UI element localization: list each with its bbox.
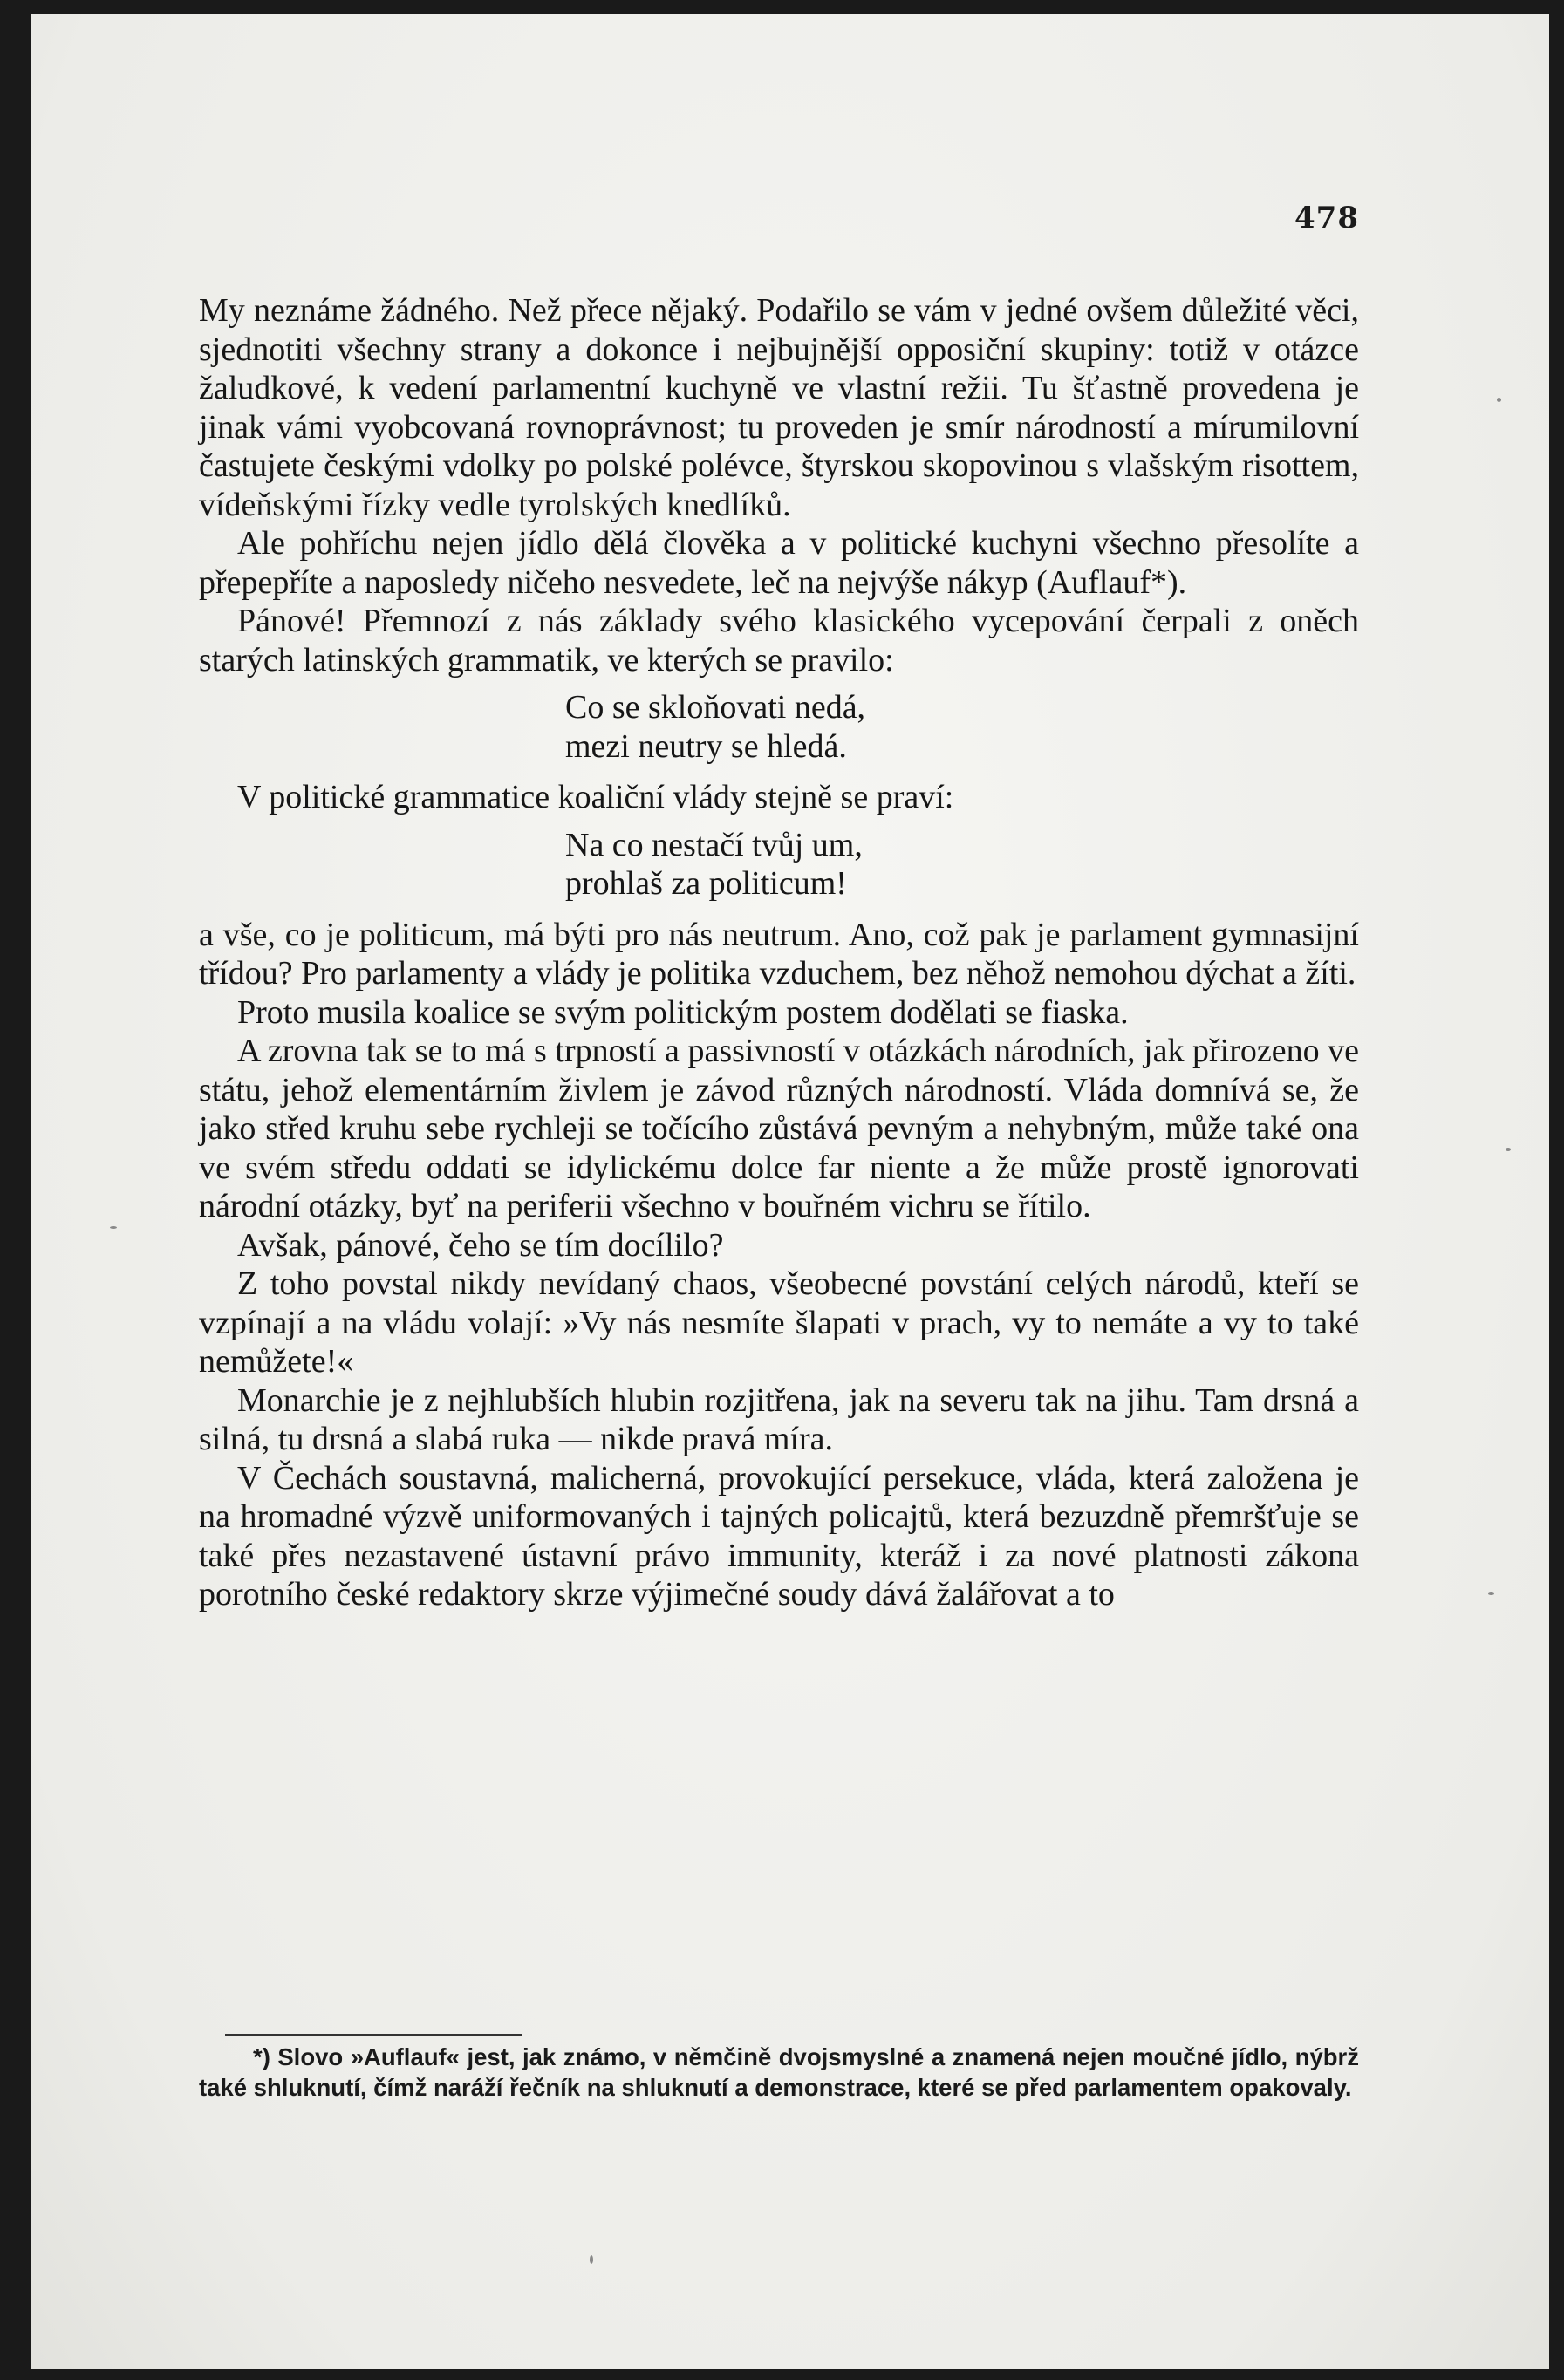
verse-quote xyxy=(565,826,1359,904)
verse-line: Co se skloňovati nedá, xyxy=(565,689,866,726)
paragraph: Ale pohříchu nejen jídlo dělá člověka a v politické kuchyni všechno přesolíte a přepepříte a naposledy ničeho nesvedete, leč na nejvýše nákyp (Auflauf*). xyxy=(199,525,1359,601)
paper-speck xyxy=(1497,398,1501,402)
paragraph: A zrovna tak se to má s trpností a passivností v otázkách národních, jak přirozeno ve státu, jehož elementárním živlem je závod různých národností. Vláda domnívá se, že jako střed kruhu sebe rychleji se točícího zůstává pevným a nehybným, může také ona ve svém středu oddati se idylickému dolce far niente a že může prostě ignorovati národní otázky, byť na periferii všechno v bouřném vichru se řítilo. xyxy=(199,1033,1359,1224)
paragraph: Z toho povstal nikdy nevídaný chaos, všeobecné povstání celých národů, kteří se vzpínají a na vládu volají: »Vy nás nesmíte šlapati v prach, vy to nemáte a vy to také nemůžete!« xyxy=(199,1265,1359,1380)
paragraph: a vše, co je politicum, má býti pro nás neutrum. Ano, což pak je parlament gymnasijní třídou? Pro parlamenty a vlády je politika vzduchem, bez něhož nemohou dýchat a žíti. xyxy=(199,916,1359,992)
paragraph: Pánové! Přemnozí z nás základy svého klasického vycepování čerpali z oněch starých latinských grammatik, ve kterých se pravilo: xyxy=(199,603,1359,679)
footnote: *) Slovo »Auflauf« jest, jak známo, v němčině dvojsmyslné a znamená nejen moučné jídlo, nýbrž také shluknutí, čímž naráží řečník na shluknutí a demonstrace, které se před parlamentem opakovaly. xyxy=(199,2043,1359,2101)
paragraph: V politické grammatice koaliční vlády stejně se praví: xyxy=(237,779,954,815)
page-number: 478 xyxy=(1294,201,1359,235)
paragraph: Avšak, pánové, čeho se tím docílilo? xyxy=(237,1226,724,1264)
paragraph: Monarchie je z nejhlubších hlubin rozjitřena, jak na severu tak na jihu. Tam drsná a silná, tu drsná a slabá ruka — nikde pravá míra. xyxy=(199,1381,1359,1457)
verse-line: prohlaš za politicum! xyxy=(565,865,847,902)
paragraph: V Čechách soustavná, malicherná, provokující persekuce, vláda, která založena je na hromadné výzvě uniformovaných i tajných policajtů, která bezuzdně přemršťuje se také přes nezastavené ústavní právo immunity, kteráž i za nové platnosti zákona porotního české redaktory skrze výjimečné soudy dává žalářovat a to xyxy=(199,1459,1359,1613)
verse-quote xyxy=(565,688,1359,766)
paragraph: Proto musila koalice se svým politickým postem dodělati se fiaska. xyxy=(237,993,1129,1031)
verse-line: mezi neutry se hledá. xyxy=(565,727,847,765)
paper-speck xyxy=(590,2255,593,2264)
paragraph: My neznáme žádného. Než přece nějaký. Podařilo se vám v jedné ovšem důležité věci, sjednotiti všechny strany a dokonce i nejbujnější opposiční skupiny: totiž v otázce žaludkové, k vedení parlamentní kuchyně ve vlastní režii. Tu šťastně provedena je jinak vámi vyobcovaná rovnoprávnost; tu proveden je smír národností a mírumilovní častujete českými vdolky po polské polévce, štyrskou skopovinou s vlašským risottem, vídeňskými řízky vedle tyrolských knedlíků. xyxy=(199,292,1359,523)
paper-speck xyxy=(110,1226,117,1229)
paper-speck xyxy=(1488,1592,1494,1595)
main-text xyxy=(199,291,1359,1614)
paper-speck xyxy=(1506,1148,1511,1151)
book-page xyxy=(31,14,1549,2369)
verse-line: Na co nestačí tvůj um, xyxy=(565,826,863,863)
footnote-divider xyxy=(225,2034,522,2036)
